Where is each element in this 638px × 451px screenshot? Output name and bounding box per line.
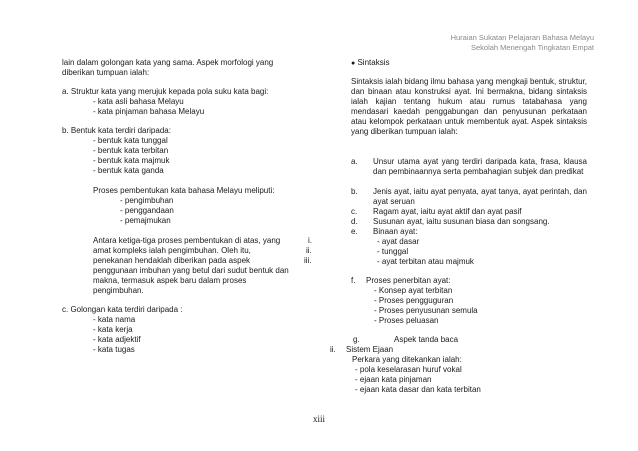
- sintaksis-title: Sintaksis: [357, 58, 390, 67]
- roman-numeral: i.: [308, 236, 312, 245]
- antara-line: penekanan hendaklah diberikan pada aspek: [93, 256, 251, 265]
- item-text: Susunan ayat, iaitu susunan biasa dan songsang.: [373, 217, 550, 226]
- section-c-item: - kata kerja: [93, 325, 133, 334]
- item-text: Jenis ayat, iaitu ayat penyata, ayat tanya, ayat perintah, dan ayat seruan: [373, 187, 587, 206]
- section-c-title: c. Golongan kata terdiri daripada :: [62, 305, 183, 314]
- binaan-item: - ayat dasar: [377, 237, 420, 246]
- item-label: e.: [351, 227, 358, 236]
- item-label: d.: [351, 217, 358, 226]
- proses-item: - penggandaan: [120, 206, 174, 215]
- section-b-title: b. Bentuk kata terdiri daripada:: [62, 126, 171, 135]
- intro-line-1: lain dalam golongan kata yang sama. Aspek morfologi yang: [62, 58, 274, 67]
- section-b-item: - bentuk kata majmuk: [93, 156, 170, 165]
- roman-label: ii.: [330, 345, 336, 354]
- binaan-item: - ayat terbitan atau majmuk: [377, 257, 474, 266]
- antara-line: makna, termasuk aspek baru dalam proses: [93, 276, 247, 285]
- item-label: f.: [351, 276, 356, 285]
- header-line-2: Sekolah Menengah Tingkatan Empat: [471, 43, 594, 52]
- f-item: - Konsep ayat terbitan: [374, 286, 453, 295]
- section-b-item: - bentuk kata terbitan: [93, 146, 169, 155]
- section-c-item: - kata tugas: [93, 345, 135, 354]
- section-a-title: a. Struktur kata yang merujuk kepada pola suku kata bagi:: [62, 87, 269, 96]
- section-c-item: - kata adjektif: [93, 335, 141, 344]
- sintaksis-heading: [351, 58, 389, 69]
- section-a-item: - kata asli bahasa Melayu: [93, 97, 184, 106]
- sintaksis-paragraph: Sintaksis ialah bidang ilmu bahasa yang mengkaji bentuk, struktur, dan binaan atau konstruksi ayat. Ini bermakna, bidang sintaksis ialah kajian tentang hukum atau rumus tatabahasa yang mendasari kaedah penggabungan dan penyusunan perkataan atau kelompok perkataan untuk membentuk ayat. Aspek sintaksis yang diberikan tumpuan ialah:: [351, 77, 587, 136]
- section-b-item: - bentuk kata tunggal: [93, 136, 168, 145]
- section-a-item: - kata pinjaman bahasa Melayu: [93, 107, 205, 116]
- item-text: Ragam ayat, iaitu ayat aktif dan ayat pasif: [373, 207, 522, 216]
- bullet-icon: ●: [351, 60, 356, 67]
- proses-title: Proses pembentukan kata bahasa Melayu meliputi:: [93, 186, 275, 195]
- roman-numeral: iii.: [304, 256, 312, 265]
- ejaan-item: - ejaan kata pinjaman: [355, 375, 432, 384]
- item-label: c.: [351, 207, 358, 216]
- item-label: b.: [351, 187, 358, 196]
- item-text: Binaan ayat:: [373, 227, 418, 236]
- item-text: Unsur utama ayat yang terdiri daripada kata, frasa, klausa dan pembinaannya serta pembahagian subjek dan predikat: [373, 157, 587, 176]
- ejaan-item: - pola keselarasan huruf vokal: [355, 365, 462, 374]
- proses-item: - pengimbuhan: [120, 196, 174, 205]
- item-label: a.: [351, 157, 358, 166]
- intro-line-2: diberikan tumpuan ialah:: [62, 68, 150, 77]
- header-line-1: Huraian Sukatan Pelajaran Bahasa Melayu: [450, 33, 594, 42]
- f-item: - Proses peluasan: [374, 316, 439, 325]
- perkara-line: Perkara yang ditekankan ialah:: [352, 355, 462, 364]
- antara-line: pengimbuhan.: [93, 286, 144, 295]
- ejaan-item: - ejaan kata dasar dan kata terbitan: [355, 385, 481, 394]
- f-item: - Proses pengguguran: [374, 296, 454, 305]
- roman-numeral: ii.: [306, 246, 312, 255]
- f-item: - Proses penyusunan semula: [374, 306, 478, 315]
- section-b-item: - bentuk kata ganda: [93, 166, 164, 175]
- antara-line: penggunaan imbuhan yang betul dari sudut bentuk dan: [93, 266, 289, 275]
- item-label: g.: [353, 335, 360, 344]
- proses-item: - pemajmukan: [120, 216, 171, 225]
- g-title: Aspek tanda baca: [394, 335, 459, 344]
- section-c-item: - kata nama: [93, 315, 136, 324]
- antara-line: Antara ketiga-tiga proses pembentukan di atas, yang: [93, 236, 281, 245]
- ejaan-title: Sistem Ejaan: [346, 345, 394, 354]
- binaan-item: - tunggal: [377, 247, 409, 256]
- page-number: xiii: [313, 414, 326, 424]
- antara-line: amat kompleks ialah pengimbuhan. Oleh itu,: [93, 246, 251, 255]
- f-title: Proses penerbitan ayat:: [366, 276, 451, 285]
